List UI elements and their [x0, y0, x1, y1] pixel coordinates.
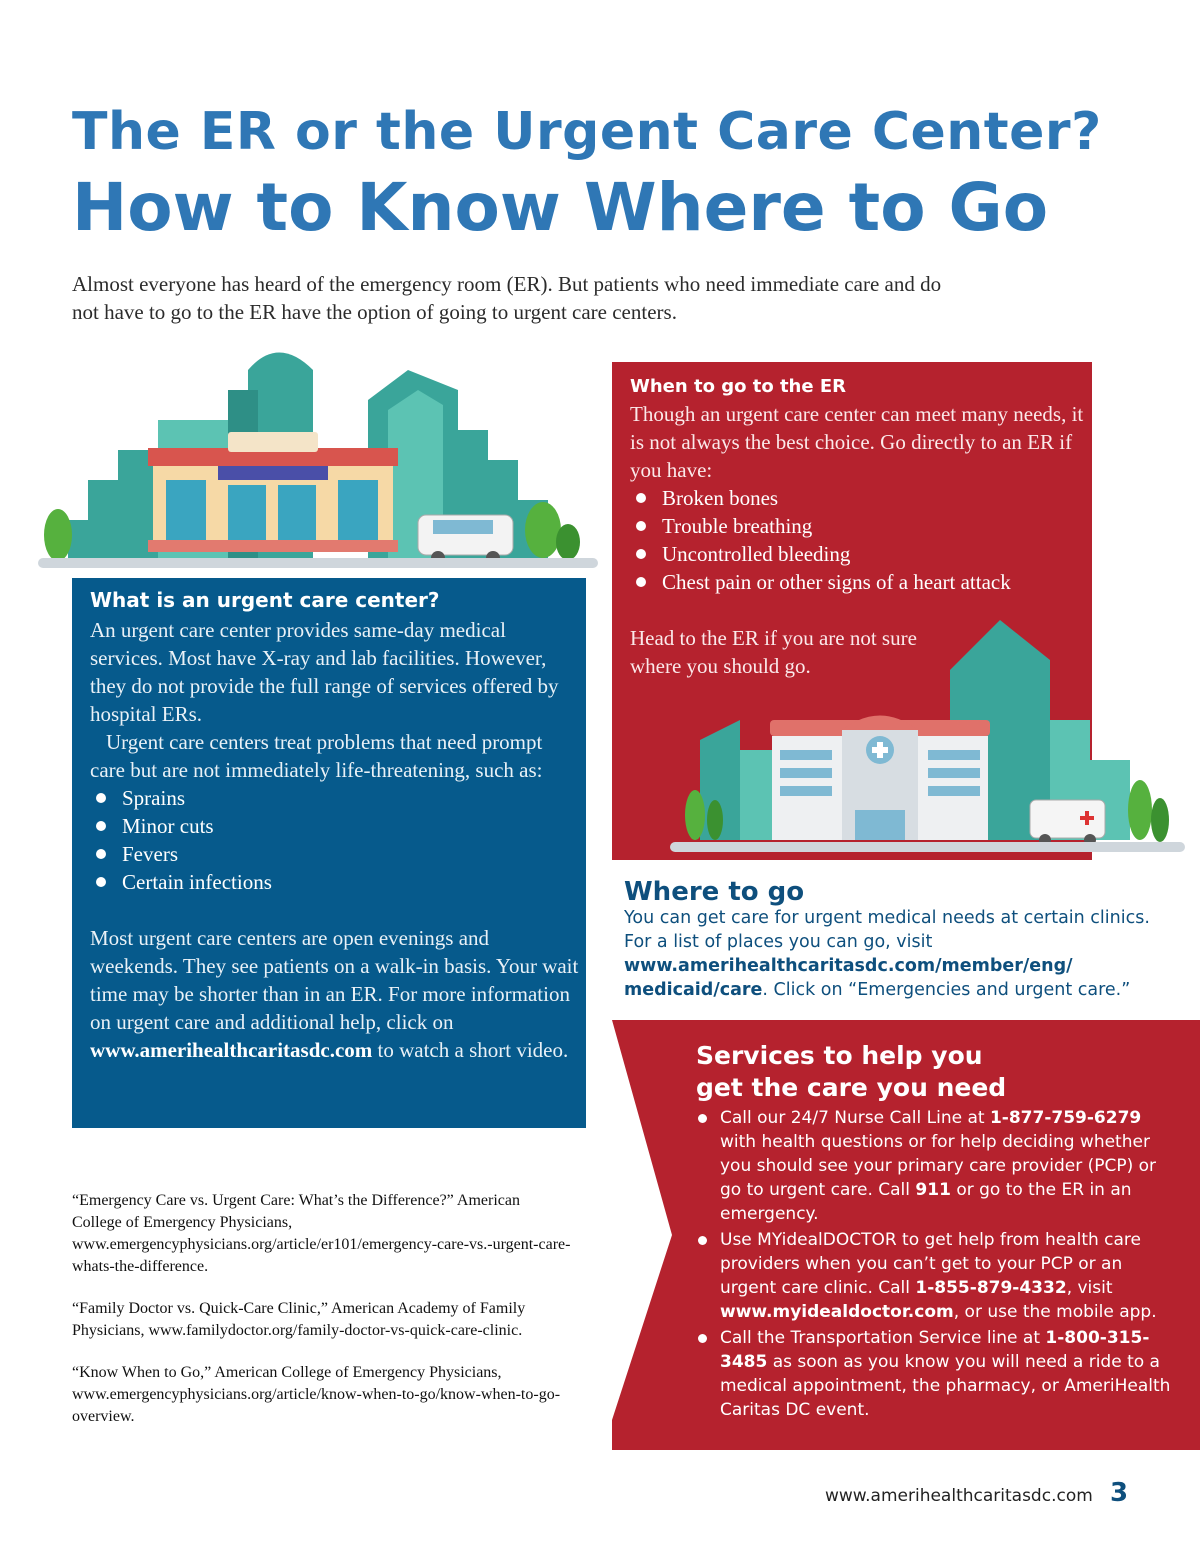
- intro-paragraph: Almost everyone has heard of the emergency room (ER). But patients who need immediate care and do not have to go to the ER have the option of going to urgent care centers.: [72, 272, 942, 324]
- bullet-icon: [96, 877, 106, 887]
- er-list: [630, 484, 1085, 596]
- list-item: Certain infections: [90, 868, 580, 896]
- bullet-icon: [96, 793, 106, 803]
- transportation-phone[interactable]: 1-800-315-3485: [720, 1328, 1150, 1372]
- references: [72, 1190, 572, 1448]
- care-link[interactable]: www.amerihealthcaritasdc.com/member/eng/ medicaid/care: [624, 956, 1073, 1000]
- list-item: Minor cuts: [90, 812, 580, 840]
- reference-item: “Emergency Care vs. Urgent Care: What’s the Difference?” American College of Emergency Physicians, www.emergencyphysicians.org/article/er101/emergency-care-vs.-urgent-care-whats-the-difference.: [72, 1192, 571, 1275]
- nurse-line-phone[interactable]: 1-877-759-6279: [989, 1108, 1142, 1128]
- list-item: Call the Transportation Service line at 1-800-315-3485 as soon as you know you will need a ride to a medical appointment, the pharmacy, or AmeriHealth Caritas DC event.: [696, 1326, 1176, 1422]
- er-para2: Head to the ER if you are not sure where you should go.: [630, 626, 917, 678]
- list-item: Broken bones: [630, 484, 1085, 512]
- urgent-care-list: [90, 784, 580, 896]
- bullet-icon: [96, 821, 106, 831]
- page-title-line1: The ER or the Urgent Care Center?: [72, 102, 1102, 162]
- footer-url[interactable]: www.amerihealthcaritasdc.com: [825, 1486, 1093, 1506]
- urgent-care-para3: Most urgent care centers are open evenings and weekends. They see patients on a walk-in basis. Your wait time may be shorter than in an ER. For more information on urgent care and additional help, click on www.amerihealthcaritasdc.com to watch a short video.: [90, 926, 579, 1062]
- services-heading: Services to help you get the care you need: [696, 1041, 1007, 1102]
- bullet-icon: [96, 849, 106, 859]
- er-heading: When to go to the ER: [630, 376, 846, 397]
- reference-item: “Family Doctor vs. Quick-Care Clinic,” American Academy of Family Physicians, www.familydoctor.org/family-doctor-vs-quick-care-clinic.: [72, 1300, 526, 1339]
- bullet-icon: [636, 521, 646, 531]
- er-para1: Though an urgent care center can meet many needs, it is not always the best choice. Go directly to an ER if you have:: [630, 402, 1084, 482]
- myidealdoctor-link[interactable]: www.myidealdoctor.com: [720, 1302, 954, 1322]
- list-item: Use MYidealDOCTOR to get help from health care providers when you can’t get to your PCP or an urgent care clinic. Call 1-855-879-4332, visit www.myidealdoctor.com, or use the mobile app.: [696, 1228, 1176, 1324]
- page-title-line2: How to Know Where to Go: [72, 169, 1049, 246]
- services-list: [696, 1106, 1176, 1422]
- bullet-icon: [636, 549, 646, 559]
- bullet-icon: [636, 577, 646, 587]
- video-link[interactable]: www.amerihealthcaritasdc.com: [90, 1038, 373, 1062]
- bullet-icon: [698, 1236, 707, 1245]
- urgent-care-building-illustration: [38, 330, 598, 580]
- urgent-care-para2: Urgent care centers treat problems that need prompt care but are not immediately life-threatening, such as:: [90, 730, 543, 782]
- urgent-care-heading: What is an urgent care center?: [90, 588, 440, 612]
- list-item: Uncontrolled bleeding: [630, 540, 1085, 568]
- list-item: Sprains: [90, 784, 580, 812]
- bullet-icon: [698, 1334, 707, 1343]
- where-to-go-text: You can get care for urgent medical needs at certain clinics. For a list of places you can go, visit www.amerihealthcaritasdc.com/member/eng/ medicaid/care. Click on “Emergencies and urgent care.”: [624, 908, 1150, 1000]
- list-item: Chest pain or other signs of a heart attack: [630, 568, 1085, 596]
- page-number: 3: [1110, 1478, 1129, 1508]
- where-to-go-heading: Where to go: [624, 877, 805, 907]
- reference-item: “Know When to Go,” American College of Emergency Physicians, www.emergencyphysicians.org/article/know-when-to-go/know-when-to-go-overview.: [72, 1364, 561, 1425]
- emergency-number[interactable]: 911: [915, 1180, 951, 1200]
- list-item: Call our 24/7 Nurse Call Line at 1-877-759-6279 with health questions or for help deciding whether you should see your primary care provider (PCP) or go to urgent care. Call 911 or go to the ER in an emergency.: [696, 1106, 1176, 1226]
- hospital-building-illustration: [660, 610, 1190, 860]
- list-item: Trouble breathing: [630, 512, 1085, 540]
- myidealdoctor-phone[interactable]: 1-855-879-4332: [915, 1278, 1067, 1298]
- list-item: Fevers: [90, 840, 580, 868]
- urgent-care-para1: An urgent care center provides same-day medical services. Most have X-ray and lab facilities. However, they do not provide the full range of services offered by hospital ERs.: [90, 618, 559, 726]
- bullet-icon: [698, 1114, 707, 1123]
- services-panel: [612, 1020, 1200, 1450]
- urgent-care-panel: [72, 578, 586, 1128]
- bullet-icon: [636, 493, 646, 503]
